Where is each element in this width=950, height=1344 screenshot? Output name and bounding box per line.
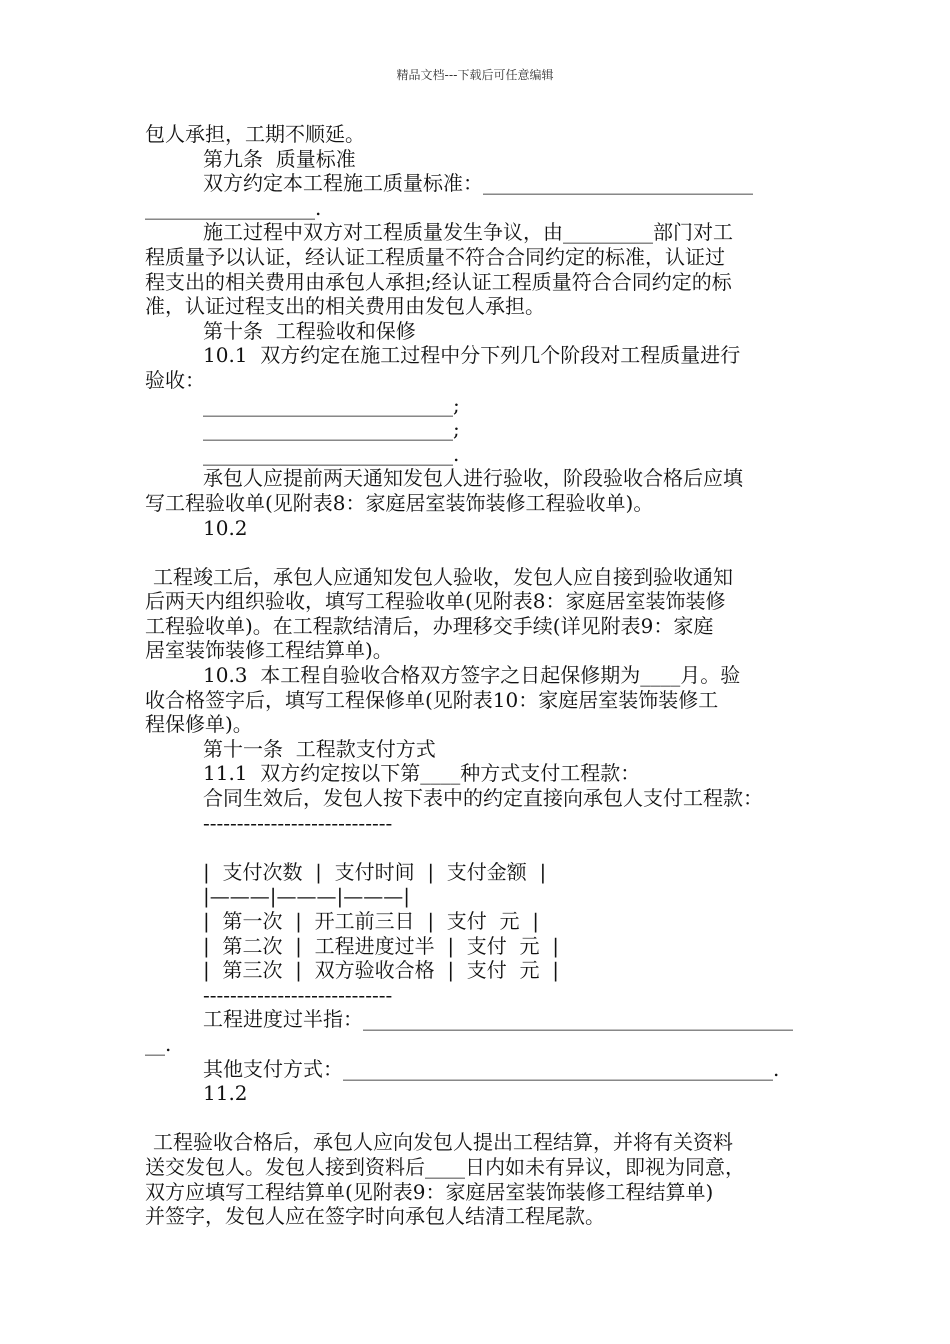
text-line: 双方应填写工程结算单(见附表9：家庭居室装饰装修工程结算单) [145,1179,714,1204]
blank-line [145,540,825,565]
page-header: 精品文档---下载后可任意编辑 [396,68,554,82]
document-body [145,122,825,1229]
text-line: 收合格签字后，填写工程保修单(见附表10：家庭居室装饰装修工 [145,687,719,712]
text-line: 工程验收合格后，承包人应向发包人提出工程结算，并将有关资料 [153,1130,733,1155]
text-line: ---------------------------- [203,982,393,1007]
text-line: 11.1 双方约定按以下第____种方式支付工程款： [203,761,641,786]
text-line: _________________________. [203,441,460,466]
text-line: __. [145,1031,172,1056]
text-line: 第九条 质量标准 [203,146,356,171]
text-line: 10.3 本工程自验收合格双方签字之日起保修期为____月。验 [203,663,741,688]
text-line: 合同生效后，发包人按下表中的约定直接向承包人支付工程款： [203,786,763,811]
text-line: 后两天内组织验收，填写工程验收单(见附表8：家庭居室装饰装修 [145,589,726,614]
text-line: 写工程验收单(见附表8：家庭居室装饰装修工程验收单)。 [145,490,654,515]
text-line: 工程进度过半指：___________________________________________ [203,1007,793,1032]
text-line: |———|———|———| [203,884,410,909]
text-line: 第十条 工程验收和保修 [203,318,416,343]
text-line: 施工过程中双方对工程质量发生争议，由_________部门对工 [203,220,733,245]
text-line: 第十一条 工程款支付方式 [203,736,436,761]
text-line: | 第三次 | 双方验收合格 | 支付 元 | [203,958,559,983]
text-line: 10.2 [203,515,248,540]
text-line: 11.2 [203,1081,248,1106]
text-line: | 第二次 | 工程进度过半 | 支付 元 | [203,933,559,958]
text-line: 准，认证过程支出的相关费用由发包人承担。 [145,294,545,319]
text-line: _________________________; [203,392,460,417]
text-line: _________________. [145,195,322,220]
text-line: | 支付次数 | 支付时间 | 支付金额 | [203,859,547,884]
text-line: 包人承担，工期不顺延。 [145,122,365,146]
text-line: 送交发包人。发包人接到资料后____日内如未有异议，即视为同意， [145,1154,745,1179]
text-line: 程支出的相关费用由承包人承担;经认证工程质量符合合同约定的标 [145,269,732,294]
text-line: 10.1 双方约定在施工过程中分下列几个阶段对工程质量进行 [203,343,741,368]
text-line: 程保修单)。 [145,712,253,737]
text-line: 居室装饰装修工程结算单)。 [145,638,393,663]
blank-line [145,1106,825,1131]
text-line: 双方约定本工程施工质量标准：___________________________ [203,171,753,196]
text-line: 其他支付方式：___________________________________________. [203,1056,780,1081]
text-line: 工程验收单)。在工程款结清后，办理移交手续(详见附表9：家庭 [145,613,714,638]
text-line: | 第一次 | 开工前三日 | 支付 元 | [203,909,539,933]
text-line: 工程竣工后，承包人应通知发包人验收，发包人应自接到验收通知 [153,564,733,589]
text-line: ---------------------------- [203,810,393,835]
text-line: 程质量予以认证，经认证工程质量不符合合同约定的标准，认证过 [145,244,725,269]
text-line: 并签字，发包人应在签字时向承包人结清工程尾款。 [145,1204,605,1229]
text-line: _________________________; [203,417,460,442]
text-line: 承包人应提前两天通知发包人进行验收，阶段验收合格后应填 [203,466,743,491]
blank-line [145,835,825,860]
text-line: 验收： [145,367,205,392]
